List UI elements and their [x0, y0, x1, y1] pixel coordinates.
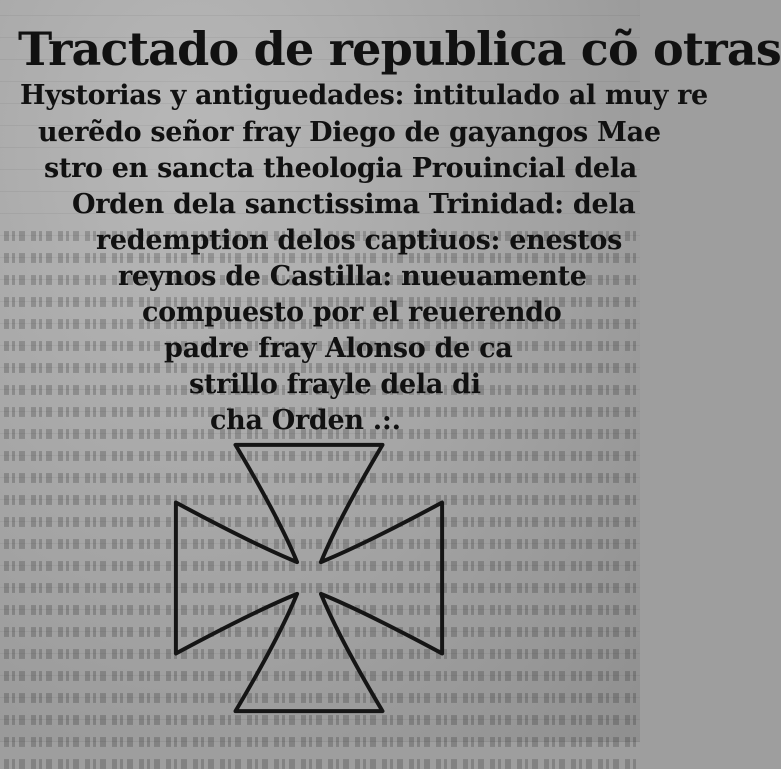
title-line-11: cha Orden .:.	[210, 405, 401, 436]
title-line-1: Tractado de republica cõ otras	[18, 22, 781, 76]
cross-pattee-icon	[160, 428, 458, 728]
title-line-8: compuesto por el reuerendo	[142, 297, 562, 328]
title-line-4: stro en sancta theologia Prouincial dela	[44, 153, 637, 184]
title-line-3: uerẽdo señor fray Diego de gayangos Mae	[38, 117, 661, 148]
title-line-7: reynos de Castilla: nueuamente	[118, 261, 587, 292]
title-block	[14, 8, 781, 436]
title-line-2: Hystorias y antiguedades: intitulado al muy re	[20, 80, 708, 111]
title-line-9: padre fray Alonso de ca	[164, 333, 513, 364]
title-line-5: Orden dela sanctissima Trinidad: dela	[72, 189, 636, 220]
title-line-6: redemption delos captiuos: enestos	[96, 225, 623, 256]
title-line-10: strillo frayle dela di	[189, 369, 481, 400]
